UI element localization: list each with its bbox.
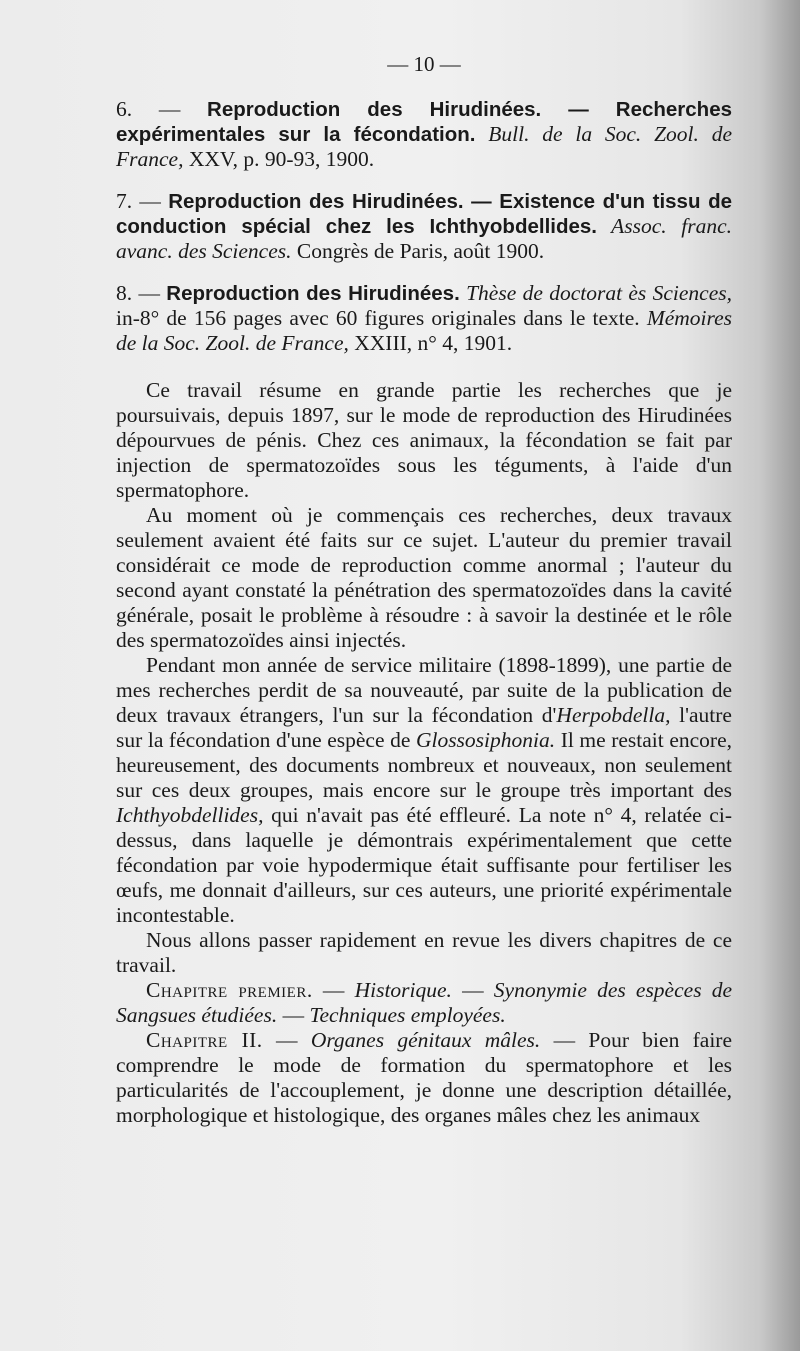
text-run: Pendant mon année de service militaire (1898-1899), une partie de mes recherches perdit de sa nouveauté, par suite de la publication de deux travaux étrangers, l'un sur la fécondation d' bbox=[116, 653, 732, 727]
overview-paragraph: Nous allons passer rapidement en revue les divers chapitres de ce travail. bbox=[116, 928, 732, 977]
entry-dash: — bbox=[132, 189, 169, 213]
page-number: — 10 — bbox=[387, 52, 461, 76]
separator: — bbox=[277, 1003, 310, 1027]
entry-details: Congrès de Paris, août 1900. bbox=[291, 239, 545, 263]
entry-details: XXV, p. 90-93, 1900. bbox=[183, 147, 375, 171]
entry-source: Assoc. franc. avanc. des Sciences. bbox=[116, 214, 732, 263]
chapter-label: Chapitre II. bbox=[146, 1028, 263, 1052]
entry-number: 8. bbox=[116, 281, 133, 305]
entry-source-secondary: Mémoires de la Soc. Zool. de France, bbox=[116, 306, 732, 355]
summary-paragraph: Ce travail résume en grande partie les recherches que je poursuivais, depuis 1897, sur le mode de reproduction des Hirudinées dépourvues de pénis. Chez ces animaux, la fécondation se fait par injection de spermatozoïdes sous les téguments, à l'aide d'un spermatophore. bbox=[116, 378, 732, 502]
separator: — bbox=[262, 1028, 311, 1052]
entry-number: 7. bbox=[116, 189, 133, 213]
chapter-topic: Techniques employées. bbox=[309, 1003, 506, 1027]
context-paragraph: Au moment où je commençais ces recherches, deux travaux seulement avaient été faits sur ce sujet. L'auteur du premier travail considérait ce mode de reproduction comme anormal ; l'auteur du second ayant constaté la pénétration des spermatozoïdes dans la cavité générale, posait le problème à résoudre : à savoir la destinée et le rôle des spermatozoïdes ainsi injectés. bbox=[116, 503, 732, 652]
page-content bbox=[116, 52, 732, 1128]
separator: — bbox=[451, 978, 494, 1002]
entry-title: Reproduction des Hirudinées. — Existence d'un tissu de conduction spécial chez les Ichthyobdellides. bbox=[116, 190, 733, 238]
bibliography-entry-8 bbox=[116, 281, 732, 356]
group-name: Ichthyobdellides, bbox=[116, 803, 264, 827]
entry-dash: — bbox=[132, 281, 167, 305]
military-service-paragraph bbox=[116, 653, 732, 928]
entry-details: in-8° de 156 pages avec 60 figures originales dans le texte. bbox=[116, 306, 647, 330]
genus-name: Glossosiphonia. bbox=[415, 728, 556, 752]
chapter-text: — Pour bien faire comprendre le mode de formation du spermatophore et les particularités de l'accouplement, je donne une description détaillée, morphologique et histologique, des organes mâles chez les animaux bbox=[116, 1028, 733, 1127]
chapter-topic: Historique. bbox=[354, 978, 452, 1002]
entry-title: Reproduction des Hirudinées. bbox=[166, 282, 460, 305]
text-run: qui n'avait pas été effleuré. La note n° 4, relatée ci-dessus, dans laquelle je démontrais expérimentalement que cette fécondation par voie hypodermique était suffisante pour fertiliser les œufs, me donnait d'ailleurs, sur ces auteurs, une priorité expérimentale incontestable. bbox=[116, 803, 732, 927]
separator: — bbox=[312, 978, 355, 1002]
bibliography-entry-6 bbox=[116, 97, 732, 172]
genus-name: Herpobdella, bbox=[556, 703, 671, 727]
entry-details-secondary: XXIII, n° 4, 1901. bbox=[348, 331, 513, 355]
entry-title: Reproduction des Hirudinées. — Recherches expérimentales sur la fécondation. bbox=[116, 98, 732, 146]
chapter-label: Chapitre premier. bbox=[146, 978, 313, 1002]
entry-number: 6. bbox=[116, 97, 133, 121]
chapter-topic: Organes génitaux mâles. bbox=[310, 1028, 541, 1052]
chapter-1-summary bbox=[116, 978, 732, 1028]
chapter-2-summary bbox=[116, 1028, 732, 1128]
text-run: l'autre sur la fécondation d'une espèce de bbox=[116, 703, 732, 752]
entry-source: Thèse de doctorat ès Sciences, bbox=[459, 281, 733, 305]
text-run: Il me restait encore, heureusement, des documents nombreux et nouveaux, non seulement sur ces deux groupes, mais encore sur le groupe très important des bbox=[116, 728, 732, 802]
bibliography-entry-7 bbox=[116, 189, 732, 264]
entry-source: Bull. de la Soc. Zool. de France, bbox=[116, 122, 732, 171]
chapter-topic: Synonymie des espèces de Sangsues étudiées. bbox=[116, 978, 733, 1027]
entry-dash: — bbox=[132, 97, 208, 121]
